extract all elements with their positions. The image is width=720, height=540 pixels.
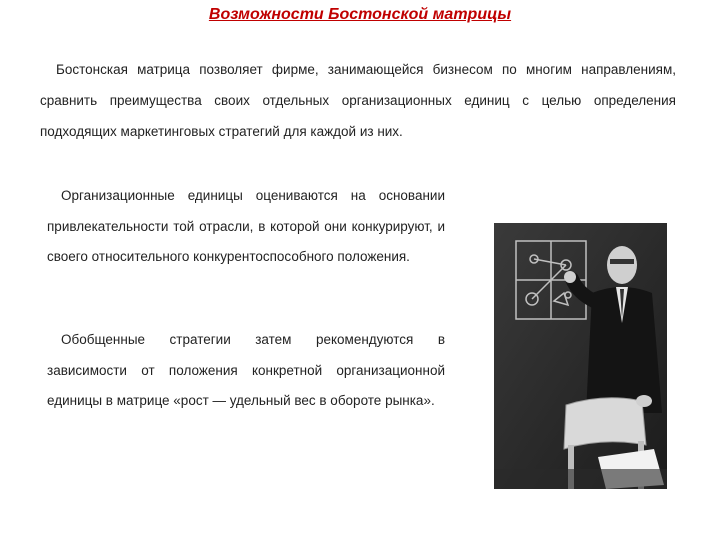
photo-of-man-at-chalkboard-icon (494, 223, 667, 489)
paragraph-intro: Бостонская матрица позволяет фирме, занимающейся бизнесом по многим направлениям, сравнить преимущества своих отдельных организационных единиц с целью определения подходящих маркетинговых стратегий для каждой из них. (40, 62, 676, 139)
slide-title: Возможности Бостонской матрицы (208, 6, 512, 23)
paragraph-evaluation: Организационные единицы оцениваются на основании привлекательности той отрасли, в которой они конкурируют, и своего относительного конкурентоспособного положения. (47, 188, 445, 264)
paragraph-strategies: Обобщенные стратегии затем рекомендуются в зависимости от положения конкретной организационной единицы в матрице «рост — удельный вес в обороте рынка». (47, 332, 445, 408)
